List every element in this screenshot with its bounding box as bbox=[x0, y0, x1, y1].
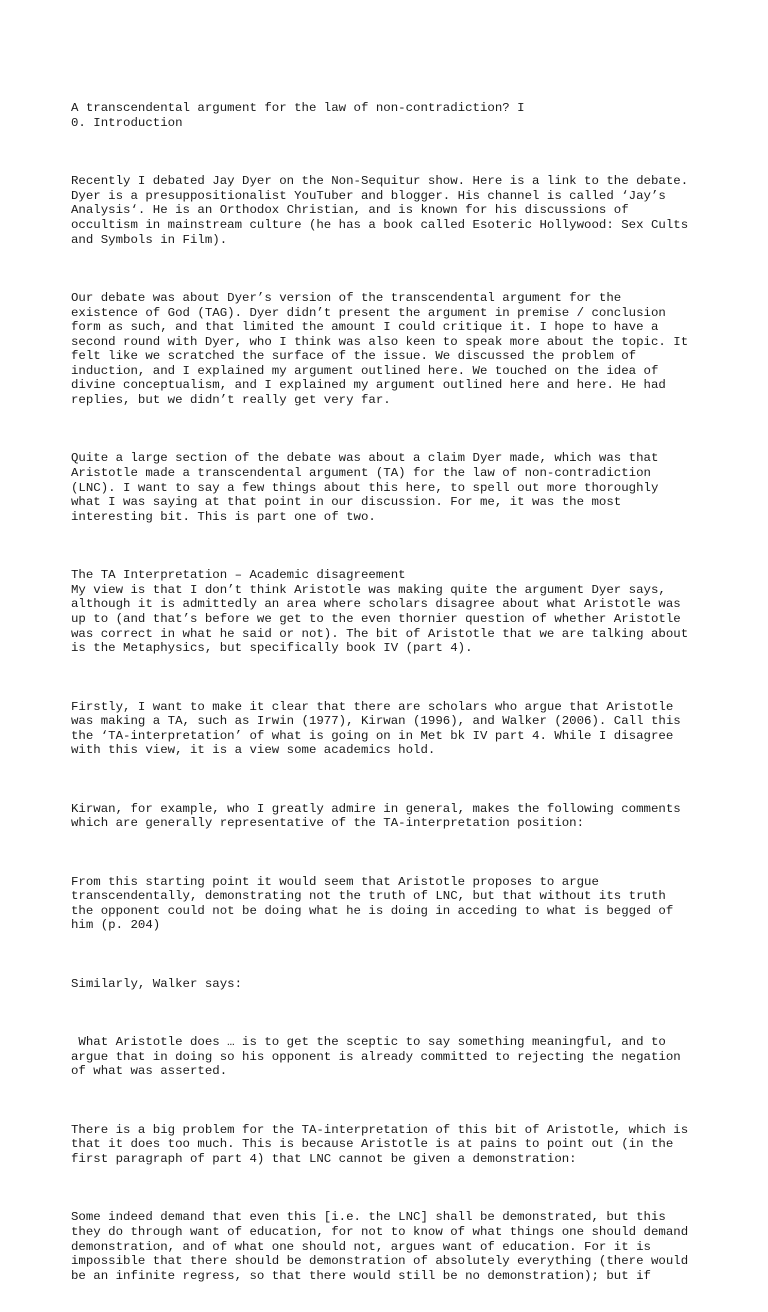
paragraph-aristotle-claim: Quite a large section of the debate was about a claim Dyer made, which was that Aristotle made a transcendental argument (TA) for the law of non-contradiction (LNC). I want to say a few things about this here, to spell out more thoroughly what I was saying at that point in our discussion. For me, it was the most interesting bit. This is part one of two. bbox=[71, 451, 659, 524]
quote-kirwan: From this starting point it would seem that Aristotle proposes to argue transcendentally, demonstrating not the truth of LNC, but that without its truth the opponent could not be doing what he is doing in acceding to what is begged of him (p. 204) bbox=[71, 874, 674, 933]
paragraph-intro-debate: Recently I debated Jay Dyer on the Non-Sequitur show. Here is a link to the debate. Dyer is a presuppositionalist YouTuber and blogger. His channel is called ‘Jay’s Analysis‘. He is an Orthodox Christian, and is known for his discussions of occultism in mainstream culture (he has a book called Esoteric Hollywood: Sex Cults and Symbols in Film). bbox=[71, 174, 689, 247]
paragraph-problem: There is a big problem for the TA-interpretation of this bit of Aristotle, which is that it does too much. This is because Aristotle is at pains to point out (in the first paragraph of part 4) that LNC cannot be given a demonstration: bbox=[71, 1122, 689, 1166]
section-ta-interpretation: The TA Interpretation – Academic disagreement My view is that I don’t think Aristotle was making quite the argument Dyer says, although it is admittedly an area where scholars disagree about what Aristotle was up to (and that’s before we get to the even thornier question of whether Aristotle was correct in what he said or not). The bit of Aristotle that we are talking about is the Metaphysics, but specifically book IV (part 4). bbox=[71, 568, 689, 656]
paragraph-kirwan-intro: Kirwan, for example, who I greatly admire in general, makes the following comments which are generally representative of the TA-interpretation position: bbox=[71, 801, 681, 831]
quote-walker: What Aristotle does … is to get the sceptic to say something meaningful, and to argue that in doing so his opponent is already committed to rejecting the negation of what was asserted. bbox=[71, 1035, 681, 1079]
quote-aristotle: Some indeed demand that even this [i.e. the LNC] shall be demonstrated, but this they do through want of education, for not to know of what things one should demand demonstration, and of what one should not, argues want of education. For it is impossible that there should be demonstration of absolutely everything (there would be an infinite regress, so that there would still be no demonstration); but if bbox=[71, 1210, 689, 1283]
document-title: A transcendental argument for the law of non-contradiction? I 0. Introduction bbox=[71, 101, 525, 130]
paragraph-debate-topic: Our debate was about Dyer’s version of the transcendental argument for the existence of God (TAG). Dyer didn’t present the argument in premise / conclusion form as such, and that limited the amount I could critique it. I hope to have a second round with Dyer, who I think was also keen to speak more about the topic. It felt like we scratched the surface of the issue. We discussed the problem of induction, and I explained my argument outlined here. We touched on the idea of divine conceptualism, and I explained my argument outlined here and here. He had replies, but we didn’t really get very far. bbox=[71, 290, 689, 408]
paragraph-walker-intro: Similarly, Walker says: bbox=[71, 976, 243, 991]
document-body bbox=[71, 72, 711, 1312]
paragraph-scholars: Firstly, I want to make it clear that there are scholars who argue that Aristotle was making a TA, such as Irwin (1977), Kirwan (1996), and Walker (2006). Call this the ‘TA-interpretation’ of what is going on in Met bk IV part 4. While I disagree with this view, it is a view some academics hold. bbox=[71, 699, 681, 758]
